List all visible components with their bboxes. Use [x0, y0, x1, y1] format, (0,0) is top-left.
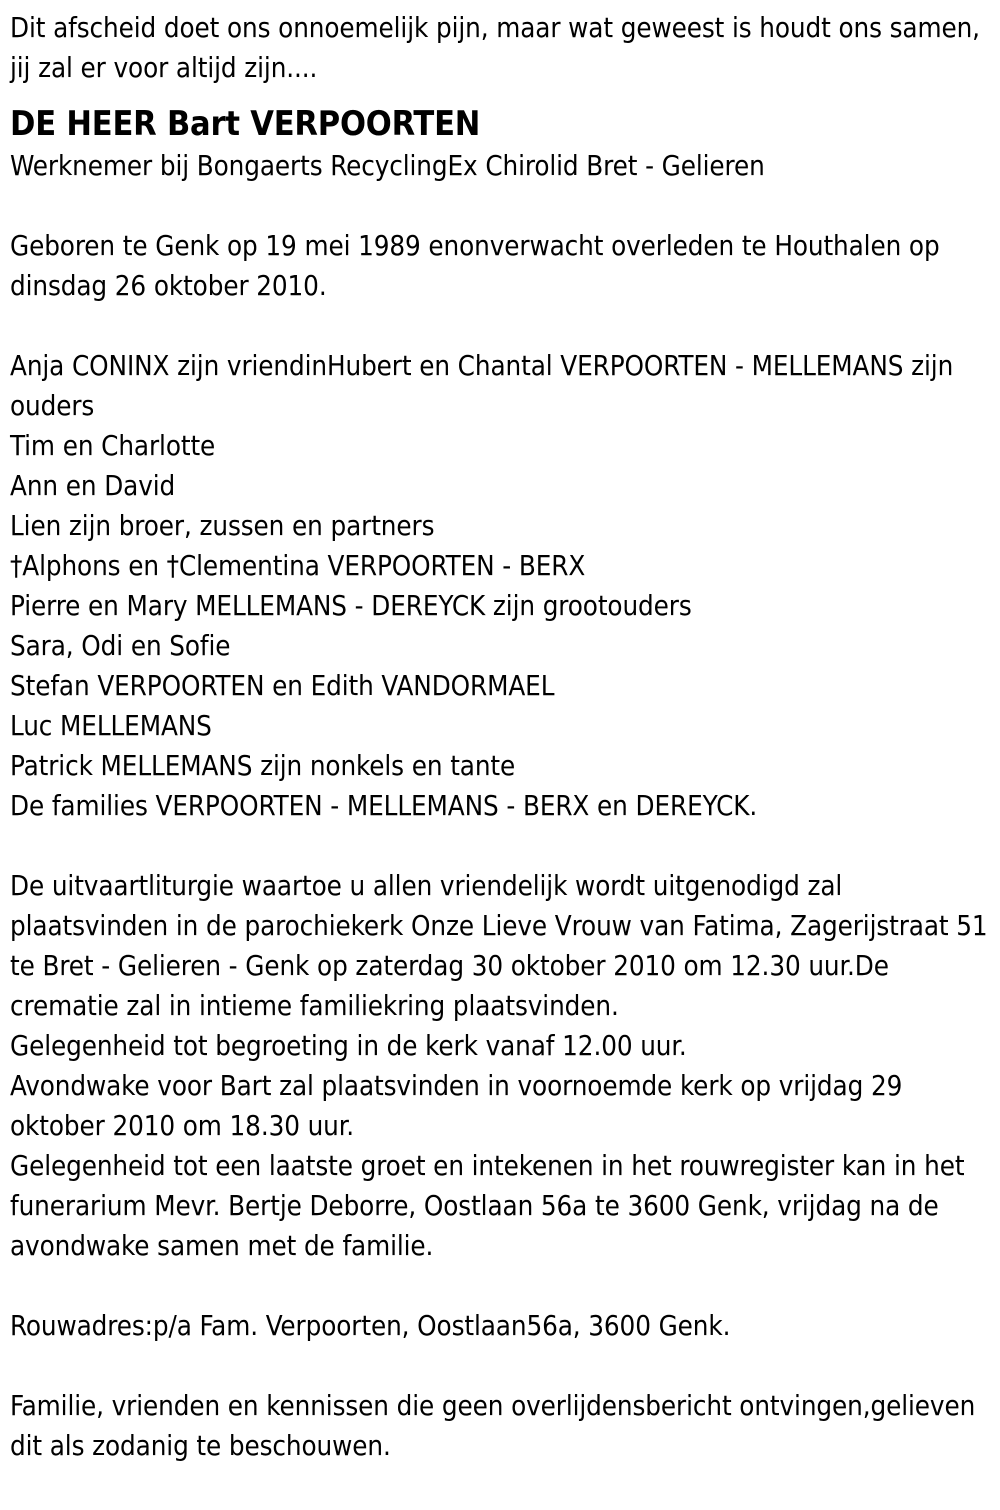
spacer-before-survivors: [10, 306, 990, 346]
service-line: Gelegenheid tot begroeting in de kerk vanaf 12.00 uur.: [10, 1030, 687, 1062]
service-details: [10, 866, 996, 1266]
survivor-line: De families VERPOORTEN - MELLEMANS - BERX en DEREYCK.: [10, 790, 758, 822]
mourning-address: Rouwadres:p/a Fam. Verpoorten, Oostlaan56a, 3600 Genk.: [10, 1310, 731, 1342]
spacer-before-address: [10, 1266, 990, 1306]
spacer-after-quote: [10, 88, 990, 102]
deceased-name-heading: DE HEER Bart VERPOORTEN: [10, 104, 481, 144]
opening-quote: Dit afscheid doet ons onnoemelijk pijn, maar wat geweest is houdt ons samen, jij zal er voor altijd zijn....: [10, 12, 988, 84]
survivor-line: Luc MELLEMANS: [10, 710, 212, 742]
survivor-line: Lien zijn broer, zussen en partners: [10, 510, 435, 542]
survivor-line: Anja CONINX zijn vriendinHubert en Chantal VERPOORTEN - MELLEMANS zijn ouders: [10, 350, 961, 422]
survivor-line: Tim en Charlotte: [10, 430, 216, 462]
survivor-line: Ann en David: [10, 470, 176, 502]
service-line: Avondwake voor Bart zal plaatsvinden in voornoemde kerk op vrijdag 29 oktober 2010 om 18.30 uur.: [10, 1070, 910, 1142]
survivor-line: Stefan VERPOORTEN en Edith VANDORMAEL: [10, 670, 555, 702]
spacer-before-service: [10, 826, 990, 866]
closing-notice: Familie, vrienden en kennissen die geen overlijdensbericht ontvingen,gelieven dit als zodanig te beschouwen.: [10, 1390, 983, 1462]
birth-death-details: Geboren te Genk op 19 mei 1989 enonverwacht overleden te Houthalen op dinsdag 26 oktober 2010.: [10, 230, 948, 302]
survivors-list: [10, 346, 990, 826]
spacer-before-closing: [10, 1346, 990, 1386]
spacer-before-birth-death: [10, 186, 990, 226]
survivor-line: †Alphons en †Clementina VERPOORTEN - BERX: [10, 550, 586, 582]
deceased-affiliation: Werknemer bij Bongaerts RecyclingEx Chirolid Bret - Gelieren: [10, 150, 765, 182]
service-line: De uitvaartliturgie waartoe u allen vriendelijk wordt uitgenodigd zal plaatsvinden in de parochiekerk Onze Lieve Vrouw van Fatima, Zagerijstraat 51 te Bret - Gelieren - Genk op zaterdag 30 oktober 2010 om 12.30 uur.De crematie zal in intieme familiekring plaatsvinden.: [10, 870, 996, 1022]
survivor-line: Sara, Odi en Sofie: [10, 630, 231, 662]
service-line: Gelegenheid tot een laatste groet en intekenen in het rouwregister kan in het funerarium Mevr. Bertje Deborre, Oostlaan 56a te 3600 Genk, vrijdag na de avondwake samen met de familie.: [10, 1150, 973, 1262]
survivor-line: Pierre en Mary MELLEMANS - DEREYCK zijn grootouders: [10, 590, 692, 622]
survivor-line: Patrick MELLEMANS zijn nonkels en tante: [10, 750, 516, 782]
